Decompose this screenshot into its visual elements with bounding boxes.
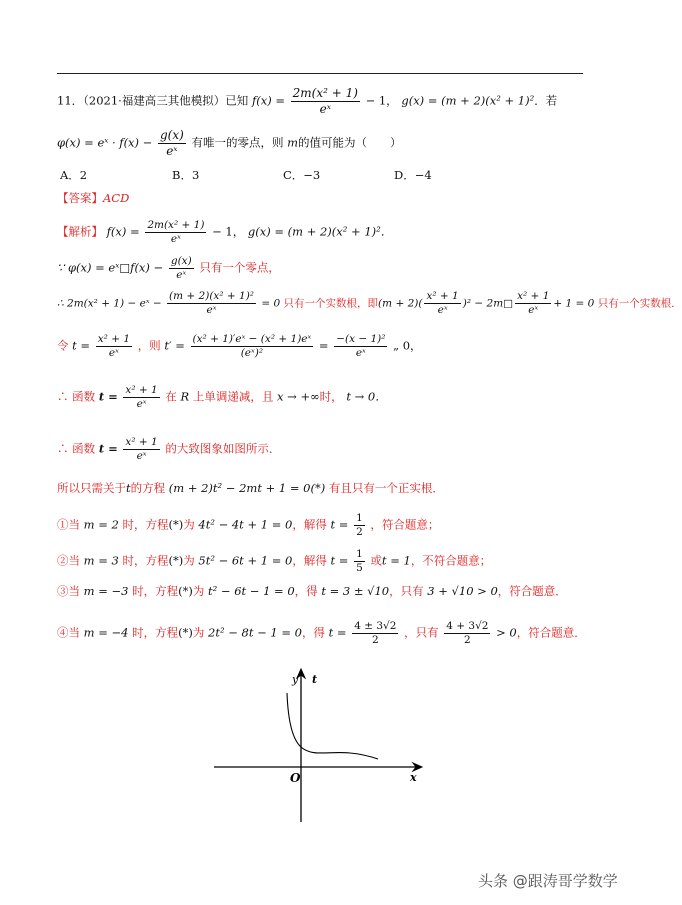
- case-4: ④当 m = −4 时，方程(*)为 2t² − 8t − 1 = 0，得 t = $\frac{4 \pm 3√2}{2}$ ，只有 $\frac{4 + 3√2}{2}$ > 0，符合题意．: [57, 620, 586, 646]
- option-c: C．−3: [283, 168, 321, 182]
- problem-source: （2021·福建高三其他模拟）已知: [83, 93, 249, 108]
- case-1: ①当 m = 2 时，方程(*)为 4t² − 4t + 1 = 0，解得 t = $\frac{1}{2}$ ，符合题意；: [57, 512, 440, 538]
- problem-line-1: 11．（2021·福建高三其他模拟）已知 f(x) = $\frac{\text{2m(x² + 1)}}{\text{eˣ}}$ − 1， g(x) = (m + 2)(x² + 1)²．若: [57, 86, 558, 116]
- answer-line: [57, 190, 129, 206]
- solution-line-2: ∵ φ(x) = eˣ□f(x) − $\frac{g(x)}{\text{eˣ}}$ 只有一个零点，: [57, 255, 280, 281]
- f-definition-fraction: $\frac{\text{2m(x² + 1)}}{\text{eˣ}}$: [292, 86, 358, 116]
- answer-label: 【答案】: [57, 191, 103, 205]
- problem-number: 11．: [57, 93, 84, 108]
- solution-f-fraction: $\frac{\text{2m(x² + 1)}}{\text{eˣ}}$: [147, 219, 205, 245]
- function-graph: [200, 665, 440, 825]
- solution-label: 【解析】: [57, 224, 103, 239]
- option-a: A．2: [60, 168, 88, 182]
- x-axis-label: x: [410, 771, 417, 784]
- top-rule: [57, 73, 583, 74]
- solution-line-7: 所以只需关于t的方程 (m + 2)t² − 2mt + 1 = 0(*) 有且只有一个正实根．: [57, 481, 444, 495]
- case-2: ②当 m = 3 时，方程(*)为 5t² − 6t + 1 = 0，解得 t = $\frac{1}{5}$ 或t = 1，不符合题意；: [57, 548, 492, 574]
- origin-label: O: [290, 771, 301, 785]
- problem-line-2: φ(x) = eˣ · f(x) − $\frac{g(x)}{\text{eˣ}}$ 有唯一的零点，则 m的值可能为（ ）: [57, 128, 402, 158]
- option-b: B．3: [172, 168, 200, 182]
- solution-line-5: ∴ 函数 t = $\frac{\text{x² + 1}}{\text{eˣ}}$ 在 R 上单调递减，且 x → +∞时， t → 0．: [57, 384, 387, 410]
- phi-fraction: $\frac{g(x)}{\text{eˣ}}$: [159, 128, 184, 158]
- solution-line-4: 令 t = $\frac{\text{x² + 1}}{\text{eˣ}}$ ，则 t′ = $\frac{\text{(x² + 1)′eˣ − (x² + 1)eˣ}}{\text{(eˣ)²}}$ = $\frac{\text{−(x − 1)²}}{\text{eˣ}}$ „ 0，: [57, 333, 422, 359]
- g-definition: g(x) = (m + 2)(x² + 1)²: [401, 93, 535, 108]
- case-3: ③当 m = −3 时，方程(*)为 t² − 6t − 1 = 0，得 t = 3 ± √10，只有 3 + √10 > 0，符合题意．: [57, 584, 567, 598]
- f-definition-tail: − 1，: [365, 93, 398, 108]
- solution-line-3: ∴ 2m(x² + 1) − eˣ − $\frac{\text{(m + 2)(x² + 1)²}}{\text{eˣ}}$ = 0 只有一个实数根，即(m + 2)( $\frac{\text{x² + 1}}{\text{eˣ}}$ )² − 2m□ $\frac{\text{x² + 1}}{\text{eˣ}}$ + 1 = 0 只有一个实数根．: [57, 290, 682, 316]
- phi-definition-lhs: φ(x) = eˣ · f(x) −: [57, 135, 153, 150]
- solution-line-6: ∴ 函数 t = $\frac{\text{x² + 1}}{\text{eˣ}}$ 的大致图象如图所示．: [57, 436, 281, 462]
- option-d: D．−4: [394, 168, 432, 182]
- solution-line-1: 【解析】 f(x) = $\frac{\text{2m(x² + 1)}}{\text{eˣ}}$ − 1， g(x) = (m + 2)(x² + 1)²．: [57, 219, 393, 245]
- f-definition-lhs: f(x) =: [251, 93, 285, 108]
- y-axis-label: y: [292, 673, 299, 686]
- answer-value: ACD: [103, 191, 130, 205]
- watermark: 头条 @跟涛哥学数学: [478, 872, 618, 890]
- t-axis-label: t: [312, 673, 318, 686]
